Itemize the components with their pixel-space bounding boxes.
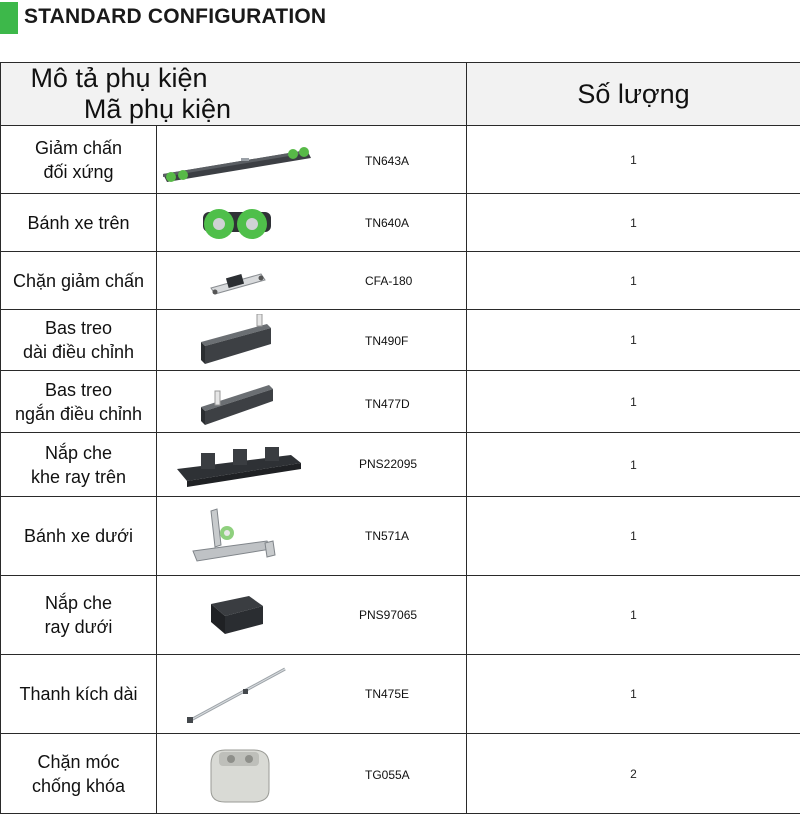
long-activator-bar-icon	[181, 663, 293, 727]
top-rail-cover-icon	[171, 439, 307, 491]
row-description: Chặn móc chống khóa	[1, 734, 157, 814]
row-quantity: 1	[467, 433, 800, 497]
short-adjustable-bracket-icon	[195, 377, 279, 429]
row-code: TG055A	[365, 768, 410, 782]
row-code: TN643A	[365, 154, 409, 168]
row-quantity: 1	[467, 371, 800, 433]
bottom-rail-cap-icon	[205, 590, 269, 640]
row-code-cell	[157, 433, 467, 497]
row-code: TN475E	[365, 687, 409, 701]
header-description-code	[1, 63, 467, 126]
row-code-cell	[157, 126, 467, 194]
row-code-cell	[157, 310, 467, 371]
table-row	[1, 310, 800, 371]
row-code: TN571A	[365, 529, 409, 543]
header-description: Mô tả phụ kiện	[1, 63, 237, 94]
table-row	[1, 655, 800, 734]
row-code: TN490F	[365, 334, 408, 348]
row-code-cell	[157, 655, 467, 734]
configuration-table	[0, 62, 800, 814]
table-row	[1, 126, 800, 194]
table-row	[1, 433, 800, 497]
row-description: Bas treo dài điều chỉnh	[1, 310, 157, 371]
table-header-row	[1, 63, 800, 126]
section-title: STANDARD CONFIGURATION	[24, 5, 326, 29]
row-code-cell	[157, 194, 467, 252]
row-description: Bánh xe dưới	[1, 497, 157, 576]
row-description: Chặn giảm chấn	[1, 252, 157, 310]
anti-lock-hook-stopper-icon	[201, 742, 277, 808]
row-code: TN640A	[365, 216, 409, 230]
damper-stopper-icon	[205, 262, 271, 300]
row-code-cell	[157, 252, 467, 310]
header-code: Mã phụ kiện	[1, 94, 231, 125]
row-quantity: 1	[467, 576, 800, 655]
row-code-cell	[157, 371, 467, 433]
long-adjustable-bracket-icon	[195, 314, 279, 368]
section-header	[0, 0, 800, 38]
row-code: CFA-180	[365, 274, 412, 288]
row-code-cell	[157, 576, 467, 655]
table-row	[1, 194, 800, 252]
row-description: Bánh xe trên	[1, 194, 157, 252]
table-row	[1, 734, 800, 814]
row-quantity: 1	[467, 655, 800, 734]
row-quantity: 1	[467, 497, 800, 576]
row-code: PNS97065	[359, 608, 417, 622]
row-description: Nắp che ray dưới	[1, 576, 157, 655]
row-quantity: 2	[467, 734, 800, 814]
top-wheel-icon	[197, 200, 277, 246]
row-quantity: 1	[467, 194, 800, 252]
header-quantity: Số lượng	[467, 63, 800, 126]
accent-bar	[0, 2, 18, 34]
row-description: Bas treo ngắn điều chỉnh	[1, 371, 157, 433]
row-description: Nắp che khe ray trên	[1, 433, 157, 497]
symmetric-damper-icon	[157, 136, 317, 186]
bottom-wheel-icon	[187, 505, 287, 569]
table-row	[1, 252, 800, 310]
row-description: Giảm chấn đối xứng	[1, 126, 157, 194]
row-code: PNS22095	[359, 457, 417, 471]
row-code-cell	[157, 497, 467, 576]
row-description: Thanh kích dài	[1, 655, 157, 734]
table-row	[1, 371, 800, 433]
row-quantity: 1	[467, 252, 800, 310]
row-quantity: 1	[467, 310, 800, 371]
row-quantity: 1	[467, 126, 800, 194]
table-row	[1, 497, 800, 576]
table-row	[1, 576, 800, 655]
row-code: TN477D	[365, 397, 410, 411]
row-code-cell	[157, 734, 467, 814]
